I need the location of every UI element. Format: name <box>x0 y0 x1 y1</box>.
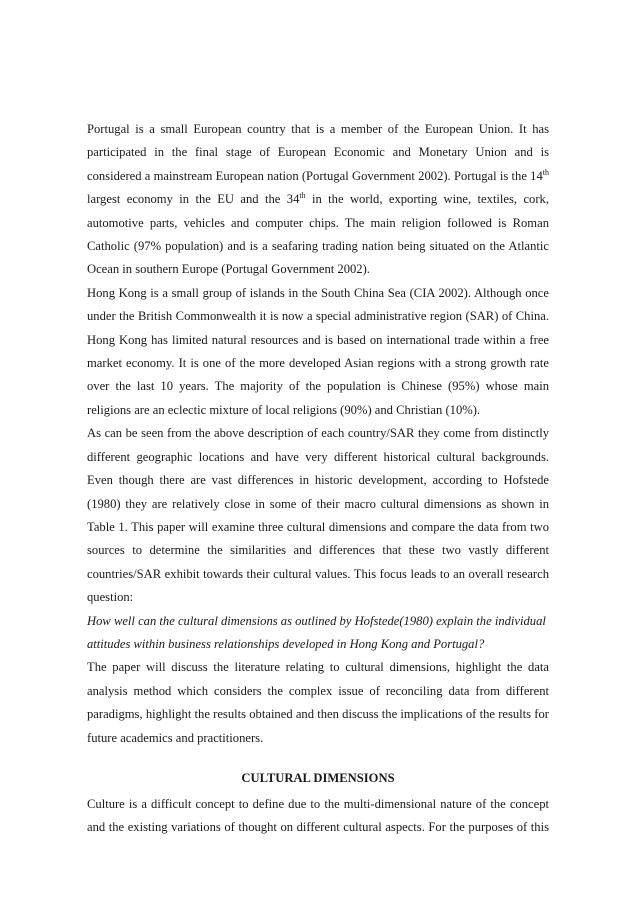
portugal-text-c: in the world, exporting wine, textiles, cork, automotive parts, vehicles and computer chips. The main religion followed is Roman Catholic (97% population) and is a seafaring trading nation being situated on the Atlantic Ocean in southern Europe (Portugal Government 2002). <box>87 192 549 277</box>
research-question: How well can the cultural dimensions as outlined by Hofstede(1980) explain the individual attitudes within business relationships developed in Hong Kong and Portugal? <box>87 613 546 651</box>
paragraph-culture: Culture is a difficult concept to define due to the multi-dimensional nature of the concept and the existing variations of thought on different cultural aspects. For the purposes of this <box>87 796 549 835</box>
paragraph-comparison: As can be seen from the above description of each country/SAR they come from distinctly different geographic locations and have very different historical cultural backgrounds. Even though there are vast differences in historic development, according to Hofstede (1980) they are relatively close in some of their macro cultural dimensions as shown in Table 1. This paper will examine three cultural dimensions and compare the data from two sources to determine the similarities and differences that these two vastly different countries/SAR exhibit towards their cultural values. This focus leads to an overall research question: <box>87 426 549 605</box>
portugal-text-b: largest economy in the EU and the 34 <box>87 192 300 207</box>
portugal-text-a: Portugal is a small European country that is a member of the European Union. It has participated in the final stage of European Economic and Monetary Union and is considered a mainstream European nation (Portugal Government 2002). Portugal is the 14 <box>87 122 549 183</box>
section-heading: CULTURAL DIMENSIONS <box>241 770 395 785</box>
superscript-th-2: th <box>299 191 306 201</box>
paragraph-portugal <box>87 118 549 282</box>
paragraph-outline: The paper will discuss the literature relating to cultural dimensions, highlight the data analysis method which considers the complex issue of reconciling data from different paradigms, highlight the results obtained and then discuss the implications of the results for future academics and practitioners. <box>87 660 549 745</box>
document-page <box>87 118 549 840</box>
paragraph-hong-kong: Hong Kong is a small group of islands in the South China Sea (CIA 2002). Although once under the British Commonwealth it is now a special administrative region (SAR) of China. Hong Kong has limited natural resources and is based on international trade within a free market economy. It is one of the more developed Asian regions with a strong growth rate over the last 10 years. The majority of the population is Chinese (95%) whose main religions are an eclectic mixture of local religions (90%) and Christian (10%). <box>87 285 549 417</box>
superscript-th-1: th <box>542 167 549 177</box>
